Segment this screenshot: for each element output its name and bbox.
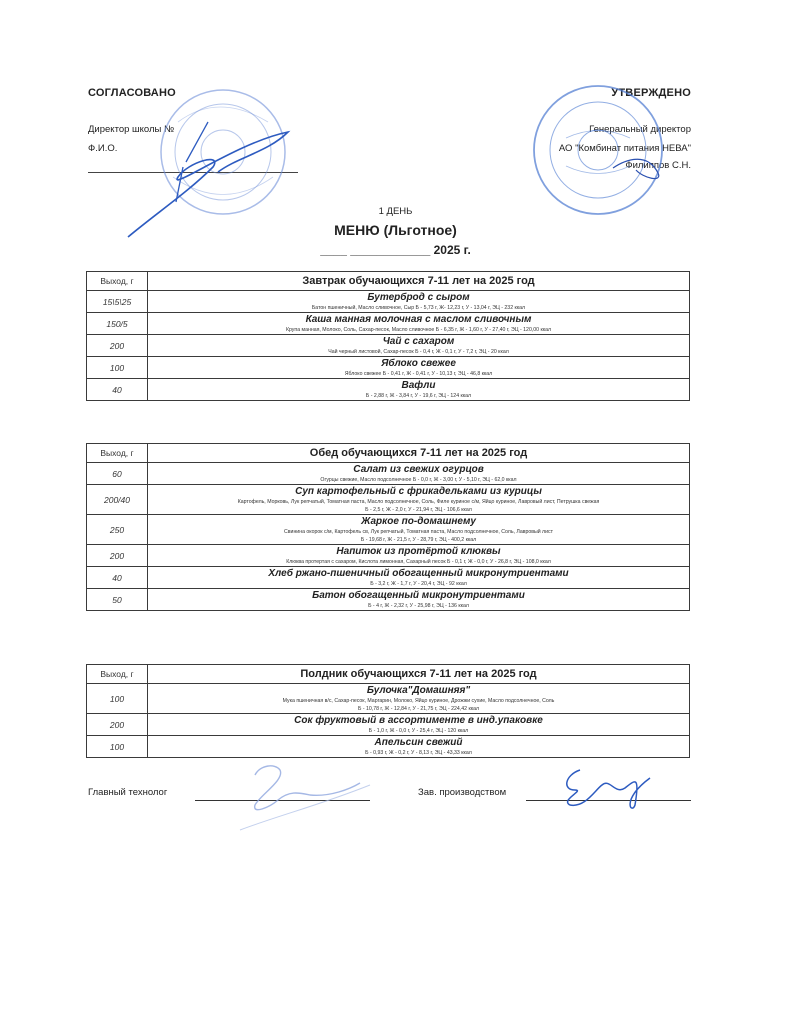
page-title: МЕНЮ (Льготное) (334, 222, 457, 238)
table-row (87, 567, 690, 589)
production-head-signature-icon (540, 760, 670, 815)
output-weight: 100 (87, 684, 148, 714)
dish-composition: Огурцы свежие, Масло подсолнечное Б - 0,0 г, Ж - 3,00 г, У - 5,10 г, ЭЦ - 62,0 ккал (320, 476, 517, 483)
lunch-table (86, 443, 690, 611)
dish-cell (148, 291, 690, 313)
table-row (87, 589, 690, 611)
dish-composition: Клюква протертая с сахаром, Кислота лимонная, Сахарный песок Б - 0,1 г, Ж - 0,0 г, У - 26,8 г, ЭЦ - 108,0 ккал (286, 558, 551, 565)
table-row (87, 379, 690, 401)
chief-technologist-sign-line (195, 800, 370, 801)
dish-cell (148, 357, 690, 379)
general-director-position: Генеральный директор (589, 124, 691, 135)
chief-technologist-label: Главный технолог (88, 787, 168, 798)
table-row (87, 684, 690, 714)
dish-composition: Б - 2,88 г, Ж - 3,84 г, У - 19,6 г, ЭЦ - 124 ккал (365, 392, 472, 399)
snack-table (86, 664, 690, 758)
approval-right-title: УТВЕРЖДЕНО (611, 87, 691, 99)
dish-cell (148, 714, 690, 736)
dish-composition: Батон пшеничный, Масло сливочное, Сыр Б - 5,73 г, Ж- 12,23 г, У - 13,04 г, ЭЦ - 232 ккал (311, 304, 526, 311)
output-weight: 200 (87, 714, 148, 736)
output-weight: 250 (87, 515, 148, 545)
table-row (87, 313, 690, 335)
output-weight: 100 (87, 736, 148, 758)
output-weight: 200 (87, 545, 148, 567)
dish-name: Яблоко свежее (381, 357, 456, 369)
dish-cell (148, 335, 690, 357)
organization-name: АО "Комбинат питания НЕВА" (558, 143, 691, 154)
section-header-row (87, 665, 690, 684)
dish-cell (148, 463, 690, 485)
output-column-header: Выход, г (87, 272, 148, 291)
dish-composition: Б - 19,68 г, Ж - 21,5 г, У - 28,79 г, ЭЦ - 400,2 ккал (360, 536, 477, 543)
output-weight: 50 (87, 589, 148, 611)
dish-name: Каша манная молочная с маслом сливочным (305, 313, 532, 325)
dish-name: Вафли (401, 379, 436, 391)
output-weight: 200 (87, 335, 148, 357)
chief-technologist-signature-icon (200, 745, 380, 840)
table-row (87, 545, 690, 567)
dish-composition: Б - 10,78 г, Ж - 12,84 г, У - 21,75 г, ЭЦ - 224,42 ккал (357, 705, 480, 712)
dish-cell (148, 567, 690, 589)
output-weight: 15\5\25 (87, 291, 148, 313)
section-title: Обед обучающихся 7-11 лет на 2025 год (148, 444, 690, 463)
dish-cell (148, 589, 690, 611)
dish-name: Суп картофельный с фрикадельками из курицы (295, 485, 542, 497)
production-head-sign-line (526, 800, 691, 801)
dish-composition: Чай черный листовой, Сахар-песок Б - 0,4 г, Ж - 0,1 г, У - 7,2 г, ЭЦ - 20 ккал (328, 348, 509, 355)
menu-date: ____ ____________ 2025 г. (320, 243, 471, 257)
section-header-row (87, 272, 690, 291)
output-weight: 40 (87, 567, 148, 589)
dish-name: Хлеб ржано-пшеничный обогащенный микронутриентами (268, 567, 569, 579)
dish-composition: Б - 0,93 г, Ж - 0,2 г, У - 8,13 г, ЭЦ - 43,33 ккал (365, 749, 472, 756)
output-column-header: Выход, г (87, 665, 148, 684)
dish-name: Жаркое по-домашнему (361, 515, 476, 527)
breakfast-table (86, 271, 690, 401)
dish-name: Бутерброд с сыром (367, 291, 470, 303)
dish-name: Сок фруктовый в ассортименте в инд.упаковке (294, 714, 543, 726)
production-head-label: Зав. производством (418, 787, 507, 798)
director-sign-line (88, 172, 298, 173)
section-title: Завтрак обучающихся 7-11 лет на 2025 год (148, 272, 690, 291)
section-header-row (87, 444, 690, 463)
dish-name: Напиток из протёртой клюквы (336, 545, 501, 557)
table-row (87, 515, 690, 545)
dish-name: Чай с сахаром (382, 335, 455, 347)
output-weight: 150/5 (87, 313, 148, 335)
director-position: Директор школы № (88, 124, 175, 135)
general-director-name: Филиппов С.Н. (625, 160, 691, 171)
dish-composition: Мука пшеничная в/с, Сахар-песок, Маргарин, Молоко, Яйцо куриное, Дрожжи сухие, Масло подсолнечное, Соль (282, 697, 555, 704)
output-weight: 200/40 (87, 485, 148, 515)
dish-cell (148, 736, 690, 758)
output-weight: 100 (87, 357, 148, 379)
dish-cell (148, 684, 690, 714)
dish-name: Булочка"Домашняя" (366, 684, 471, 696)
dish-cell (148, 485, 690, 515)
table-row (87, 736, 690, 758)
dish-name: Апельсин свежий (374, 736, 463, 748)
dish-cell (148, 515, 690, 545)
section-title: Полдник обучающихся 7-11 лет на 2025 год (148, 665, 690, 684)
dish-composition: Б - 3,2 г, Ж - 1,7 г, У - 20,4 г, ЭЦ - 92 ккал (370, 580, 467, 587)
dish-composition: Крупа манная, Молоко, Соль, Сахар-песок, Масло сливочное Б - 6,35 г, Ж - 1,60 г, У - 27,40 г, ЭЦ - 120,00 ккал (285, 326, 552, 333)
table-row (87, 357, 690, 379)
table-row (87, 714, 690, 736)
output-weight: 60 (87, 463, 148, 485)
day-number: 1 ДЕНЬ (378, 206, 413, 217)
table-row (87, 485, 690, 515)
dish-name: Салат из свежих огурцов (353, 463, 484, 475)
output-column-header: Выход, г (87, 444, 148, 463)
table-row (87, 463, 690, 485)
dish-composition: Б - 1,0 г, Ж - 0,0 г, У - 25,4 г, ЭЦ - 120 ккал (368, 727, 469, 734)
approval-left-title: СОГЛАСОВАНО (88, 87, 176, 99)
dish-composition: Картофель, Морковь, Лук репчатый, Томатная паста, Масло подсолнечное, Соль, Филе куриное с/м, Яйцо куриное, Лавровый лист, Петрушка свежая (237, 498, 600, 505)
output-weight: 40 (87, 379, 148, 401)
dish-composition: Яблоко свежее Б - 0,41 г, Ж - 0,41 г, У - 10,13 г, ЭЦ - 46,8 ккал (344, 370, 493, 377)
dish-composition: Свинина окорок с/м, Картофель св, Лук репчатый, Томатная паста, Масло подсолнечное, Соль, Лавровый лист (284, 528, 553, 535)
dish-composition: Б - 2,5 г, Ж - 2,0 г, У - 21,94 г, ЭЦ - 106,6 ккал (365, 506, 472, 513)
dish-cell (148, 313, 690, 335)
dish-cell (148, 545, 690, 567)
table-row (87, 335, 690, 357)
director-name: Ф.И.О. (88, 143, 118, 154)
dish-cell (148, 379, 690, 401)
table-row (87, 291, 690, 313)
dish-name: Батон обогащенный микронутриентами (312, 589, 525, 601)
dish-composition: Б - 4 г, Ж - 2,32 г, У - 25,98 г, ЭЦ - 136 ккал (368, 602, 469, 609)
